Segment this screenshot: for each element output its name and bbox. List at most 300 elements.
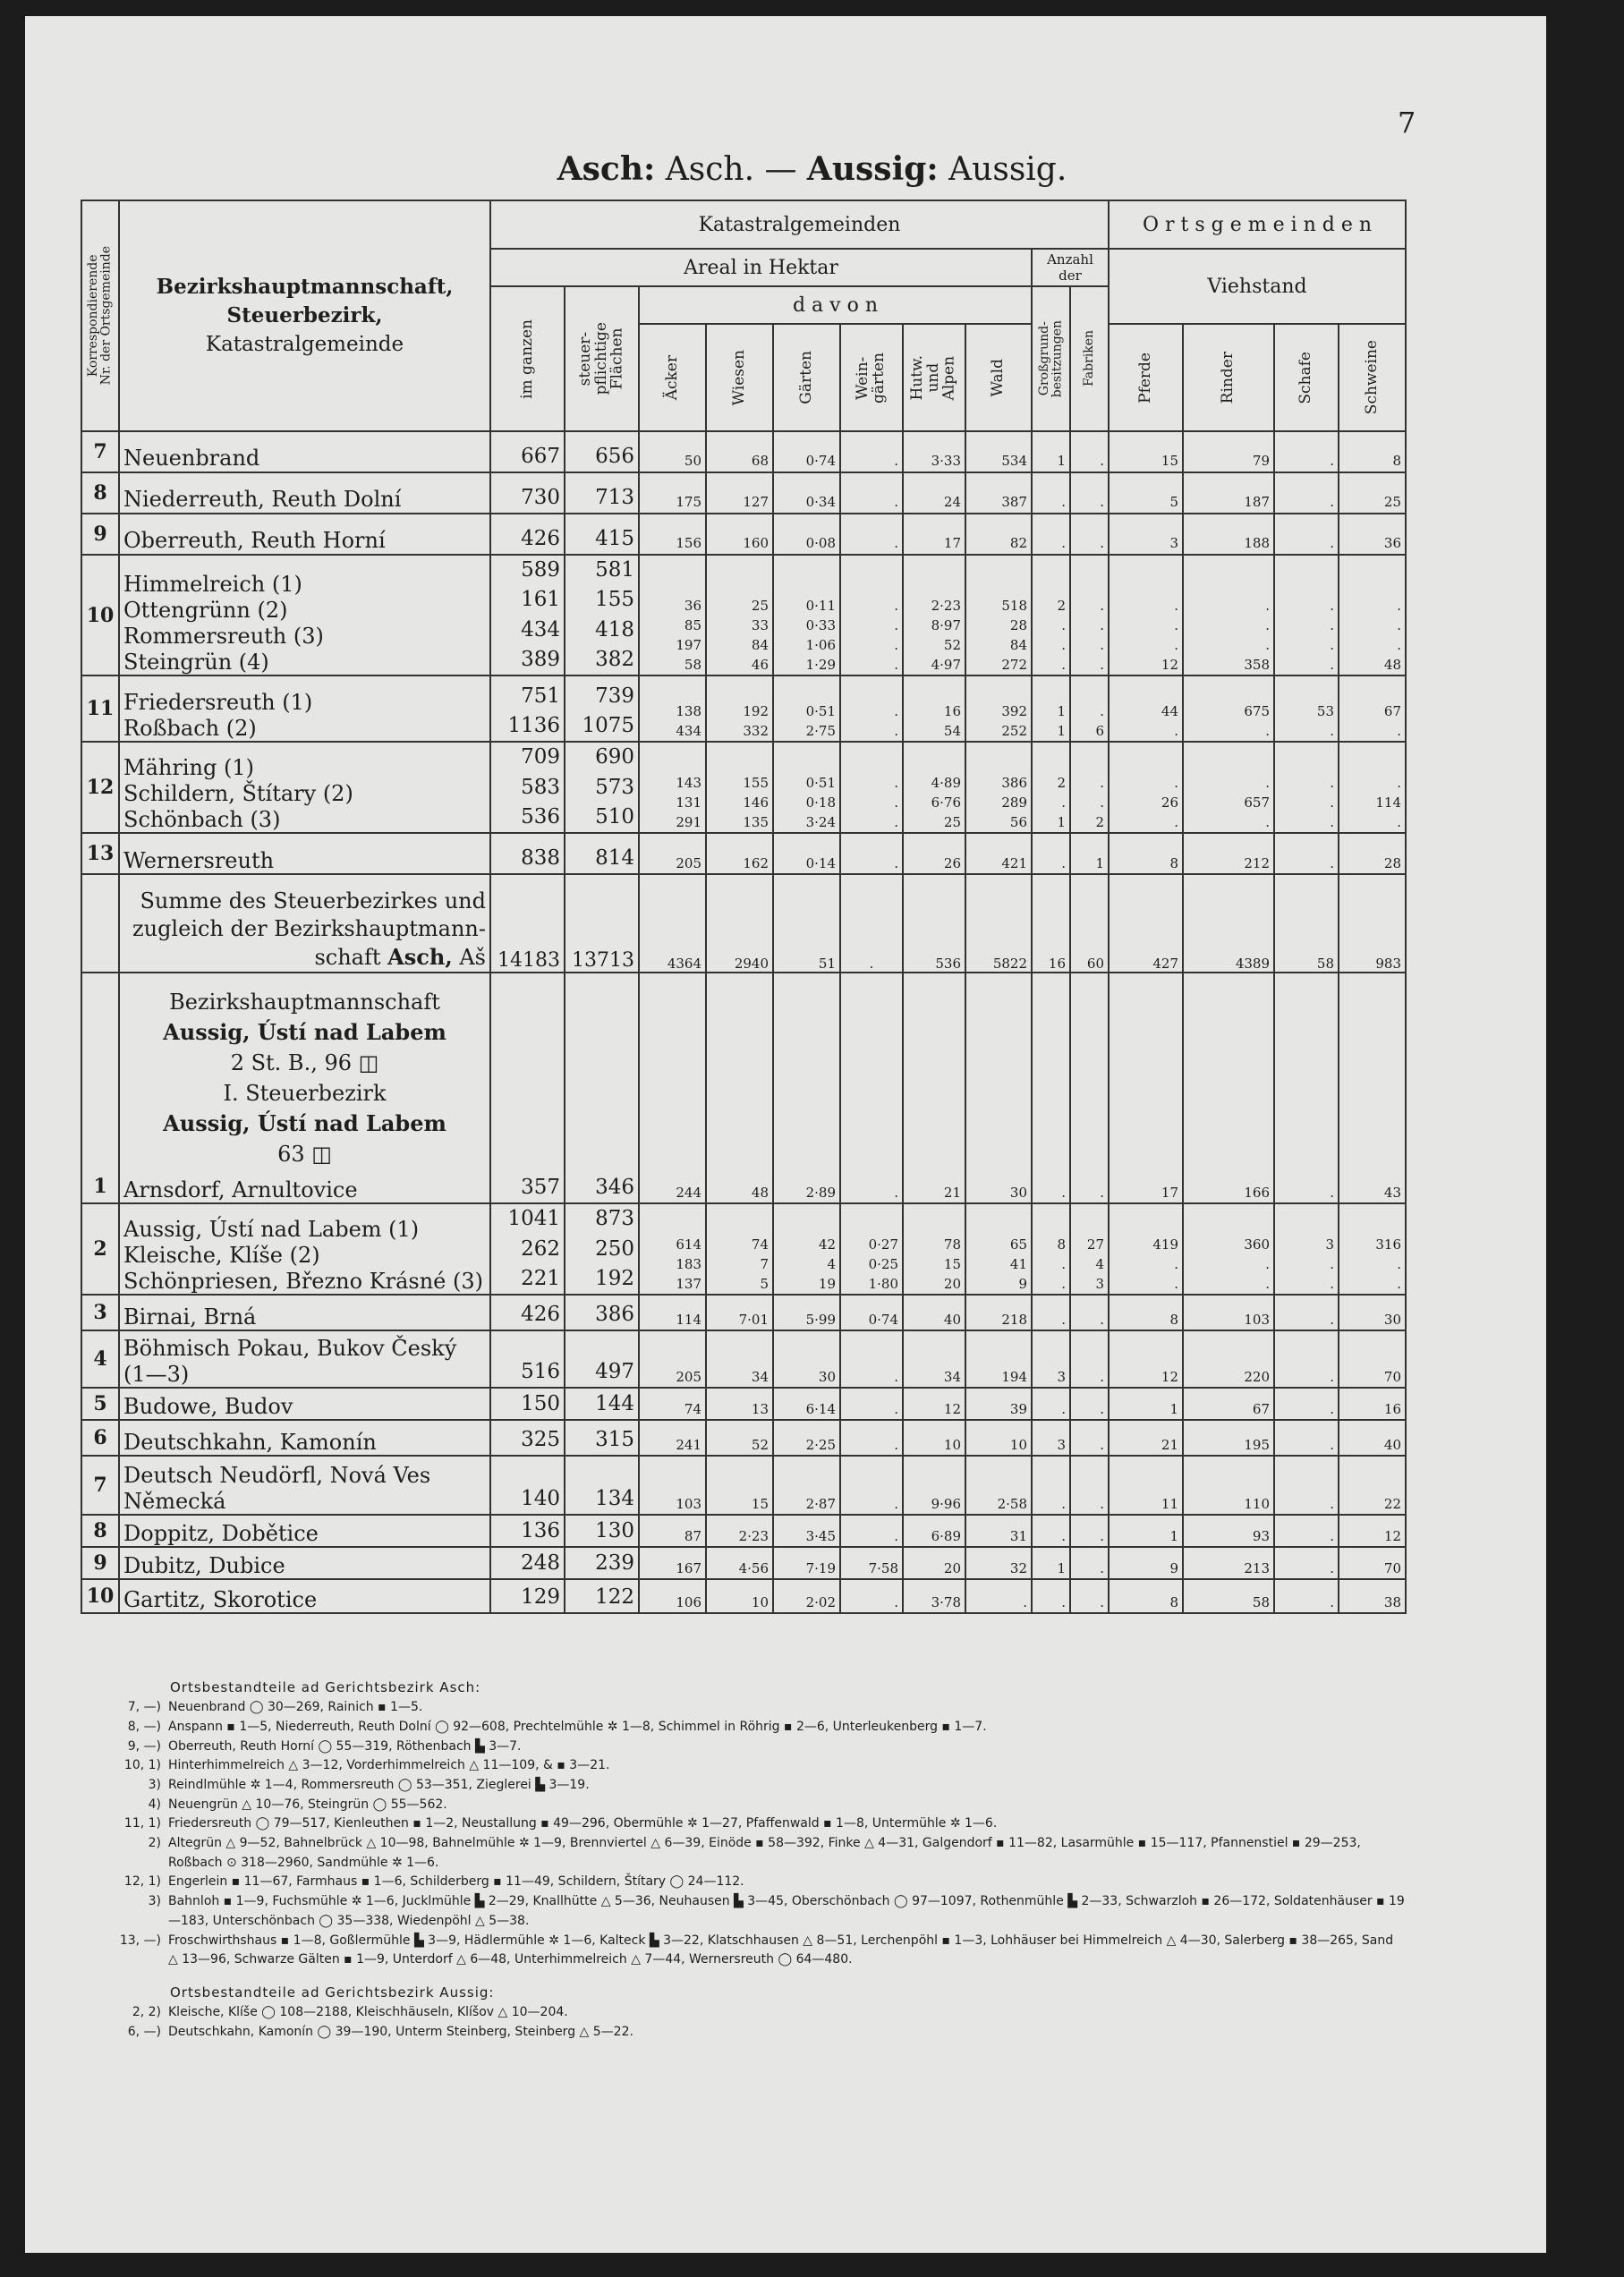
- cell-schafe: .: [1274, 1579, 1339, 1613]
- cell-rinder: 360 . .: [1183, 1203, 1274, 1295]
- cell-acker: 74: [639, 1388, 706, 1420]
- footnote-key: 2, 2): [132, 2005, 161, 2020]
- cell-ganz: 357: [490, 1169, 565, 1203]
- cell-wald: 194: [965, 1330, 1032, 1388]
- cell-pferde: 17: [1109, 1169, 1183, 1203]
- cell-fabr: .: [1070, 472, 1109, 514]
- cell-gross: 2 . . .: [1032, 555, 1070, 675]
- col-header-rinder: Rinder: [1183, 324, 1274, 431]
- cell-gross: .: [1032, 472, 1070, 514]
- table-row: [81, 1420, 1406, 1456]
- cell-gaerten: 2·25: [773, 1420, 840, 1456]
- cell-rinder: 58: [1183, 1579, 1274, 1613]
- cell-gross: .: [1032, 1169, 1070, 1203]
- cell-ganz: 248: [490, 1547, 565, 1579]
- cell-wiesen: 155 146 135: [706, 742, 773, 833]
- footnote-text: Friedersreuth ◯ 79—517, Kienleuthen ▪ 1—2, Neustallung ▪ 49—296, Obermühle ✲ 1—27, Pfaffenwald ▪ 1—8, Untermühle ✲ 1—6.: [168, 1816, 998, 1831]
- cell-ganz: 1041 262 221: [490, 1203, 565, 1295]
- footnote-item: [98, 1873, 1405, 1892]
- cell-hutw: 40: [903, 1295, 965, 1330]
- row-name: Mähring (1) Schildern, Štítary (2) Schönbach (3): [119, 742, 490, 833]
- row-name: Doppitz, Dobětice: [119, 1515, 490, 1547]
- cell-wiesen: 34: [706, 1330, 773, 1388]
- cell-wein: .: [840, 472, 903, 514]
- cell-hutw: 24: [903, 472, 965, 514]
- cell-pferde: 1: [1109, 1515, 1183, 1547]
- cell-wein: .: [840, 431, 903, 472]
- footnote-key: 3): [148, 1778, 161, 1792]
- cell-wein: .: [840, 1388, 903, 1420]
- cell-fabr: 27 4 3: [1070, 1203, 1109, 1295]
- cell-schafe: .: [1274, 833, 1339, 874]
- cell-acker: 205: [639, 1330, 706, 1388]
- cell-gaerten: 5·99: [773, 1295, 840, 1330]
- table-row: [81, 833, 1406, 874]
- cell-steuer: 690 573 510: [565, 742, 639, 833]
- col-header-fabriken: Fabriken: [1070, 286, 1109, 431]
- footnote-item: [98, 1932, 1405, 1970]
- cell-steuer: 386: [565, 1295, 639, 1330]
- cell-wald: 392 252: [965, 675, 1032, 742]
- cell-gross: .: [1032, 1515, 1070, 1547]
- table-row: [81, 1169, 1406, 1203]
- cell-rinder: 67: [1183, 1388, 1274, 1420]
- row-number: 10: [81, 555, 119, 675]
- cell-fabr: .: [1070, 1456, 1109, 1515]
- table-row: [81, 742, 1406, 833]
- summe-steuer: 13713: [565, 874, 639, 973]
- cell-acker: 614 183 137: [639, 1203, 706, 1295]
- cell-rinder: 79: [1183, 431, 1274, 472]
- cell-schweine: 43: [1339, 1169, 1406, 1203]
- footnote-text: Oberreuth, Reuth Horní ◯ 55—319, Röthenbach ▙ 3—7.: [168, 1738, 522, 1754]
- cell-fabr: .: [1070, 431, 1109, 472]
- cell-wiesen: 162: [706, 833, 773, 874]
- table-header: [81, 200, 1406, 431]
- cell-steuer: 346: [565, 1169, 639, 1203]
- cell-acker: 205: [639, 833, 706, 874]
- row-name: Budowe, Budov: [119, 1388, 490, 1420]
- cell-pferde: 3: [1109, 514, 1183, 555]
- cell-wiesen: 192 332: [706, 675, 773, 742]
- cell-pferde: 9: [1109, 1547, 1183, 1579]
- cell-wiesen: 127: [706, 472, 773, 514]
- cell-gaerten: 2·02: [773, 1579, 840, 1613]
- row-number: 6: [81, 1420, 119, 1456]
- cell-wald: 518 28 84 272: [965, 555, 1032, 675]
- col-header-kataster: Katastralgemeinden: [490, 200, 1109, 249]
- cell-ganz: 150: [490, 1388, 565, 1420]
- cell-hutw: 26: [903, 833, 965, 874]
- table-row: [81, 1203, 1406, 1295]
- cell-schafe: .: [1274, 1169, 1339, 1203]
- cell-steuer: 814: [565, 833, 639, 874]
- cell-acker: 114: [639, 1295, 706, 1330]
- cell-hutw: 4·89 6·76 25: [903, 742, 965, 833]
- cell-pferde: 12: [1109, 1330, 1183, 1388]
- cell-pferde: . 26 .: [1109, 742, 1183, 833]
- cell-schafe: .: [1274, 1456, 1339, 1515]
- cell-steuer: 315: [565, 1420, 639, 1456]
- col-header-schweine: Schweine: [1339, 324, 1406, 431]
- cell-wiesen: 15: [706, 1456, 773, 1515]
- footnotes-aussig-list: [98, 2003, 1405, 2042]
- col-header-steuer: steuer- pflichtige Flächen: [565, 286, 639, 431]
- cell-gaerten: 0·11 0·33 1·06 1·29: [773, 555, 840, 675]
- footnote-item: [98, 1698, 1405, 1718]
- row-name: Wernersreuth: [119, 833, 490, 874]
- cell-fabr: .: [1070, 1420, 1109, 1456]
- col-header-davon: d a v o n: [639, 286, 1032, 324]
- col-header-viehstand: Viehstand: [1109, 249, 1406, 324]
- title-dash: —: [764, 151, 797, 188]
- table-row: [81, 1295, 1406, 1330]
- cell-fabr: .: [1070, 1169, 1109, 1203]
- cell-wein: . . .: [840, 742, 903, 833]
- cell-ganz: 140: [490, 1456, 565, 1515]
- footnote-item: [98, 2003, 1405, 2023]
- cell-steuer: 122: [565, 1579, 639, 1613]
- cell-rinder: . 657 .: [1183, 742, 1274, 833]
- cell-gaerten: 0·08: [773, 514, 840, 555]
- cell-wiesen: 74 7 5: [706, 1203, 773, 1295]
- col-header-hutweiden: Hutw. und Alpen: [903, 324, 965, 431]
- footnote-key: 8, —): [127, 1719, 161, 1734]
- cell-schafe: .: [1274, 514, 1339, 555]
- cell-ganz: 129: [490, 1579, 565, 1613]
- row-name: Dubitz, Dubice: [119, 1547, 490, 1579]
- summe-pferde: 427: [1109, 874, 1183, 973]
- cell-pferde: 21: [1109, 1420, 1183, 1456]
- cell-wein: .: [840, 1515, 903, 1547]
- row-number: 4: [81, 1330, 119, 1388]
- footnote-text: Kleische, Klíše ◯ 108—2188, Kleischhäuseln, Klíšov △ 10—204.: [168, 2005, 568, 2020]
- cell-wald: 218: [965, 1295, 1032, 1330]
- cell-hutw: 17: [903, 514, 965, 555]
- cell-rinder: 195: [1183, 1420, 1274, 1456]
- cell-steuer: 239: [565, 1547, 639, 1579]
- cell-gross: 3: [1032, 1330, 1070, 1388]
- cell-hutw: 12: [903, 1388, 965, 1420]
- cell-wald: 10: [965, 1420, 1032, 1456]
- cell-fabr: .: [1070, 1330, 1109, 1388]
- cell-wald: 32: [965, 1547, 1032, 1579]
- cell-acker: 103: [639, 1456, 706, 1515]
- cell-schweine: 30: [1339, 1295, 1406, 1330]
- cell-gross: .: [1032, 1456, 1070, 1515]
- cell-wiesen: 160: [706, 514, 773, 555]
- row-number: 2: [81, 1203, 119, 1295]
- footnote-text: Neuengrün △ 10—76, Steingrün ◯ 55—562.: [168, 1797, 447, 1812]
- cell-fabr: .: [1070, 1547, 1109, 1579]
- cell-fabr: 1: [1070, 833, 1109, 874]
- cell-schafe: . . .: [1274, 742, 1339, 833]
- row-name: Deutsch Neudörfl, Nová Ves Německá: [119, 1456, 490, 1515]
- cell-steuer: 144: [565, 1388, 639, 1420]
- row-number: 10: [81, 1579, 119, 1613]
- cell-gross: 2 . 1: [1032, 742, 1070, 833]
- cell-schafe: 53 .: [1274, 675, 1339, 742]
- footnote-item: [98, 1796, 1405, 1815]
- summe-hutw: 536: [903, 874, 965, 973]
- cell-schweine: 16: [1339, 1388, 1406, 1420]
- cell-gross: 1 1: [1032, 675, 1070, 742]
- cell-schafe: .: [1274, 1515, 1339, 1547]
- summe-rinder: 4389: [1183, 874, 1274, 973]
- cell-schweine: 40: [1339, 1420, 1406, 1456]
- footnote-item: [98, 1756, 1405, 1776]
- cell-wald: 534: [965, 431, 1032, 472]
- table-row: [81, 472, 1406, 514]
- cell-wald: 421: [965, 833, 1032, 874]
- cell-gaerten: 30: [773, 1330, 840, 1388]
- cell-wiesen: 25 33 84 46: [706, 555, 773, 675]
- row-name: Aussig, Ústí nad Labem (1) Kleische, Klíše (2) Schönpriesen, Březno Krásné (3): [119, 1203, 490, 1295]
- row-name: Gartitz, Skorotice: [119, 1579, 490, 1613]
- cell-ganz: 751 1136: [490, 675, 565, 742]
- cell-rinder: 187: [1183, 472, 1274, 514]
- footnote-text: Hinterhimmelreich △ 3—12, Vorderhimmelreich △ 11—109, & ▪ 3—21.: [168, 1758, 610, 1773]
- cell-schafe: .: [1274, 472, 1339, 514]
- col-header-gaerten: Gärten: [773, 324, 840, 431]
- cell-gaerten: 0·51 0·18 3·24: [773, 742, 840, 833]
- col-header-anzahl: Anzahl der: [1032, 249, 1109, 286]
- title-aussig-bold: Aussig:: [806, 150, 939, 188]
- cell-hutw: 20: [903, 1547, 965, 1579]
- cell-hutw: 3·33: [903, 431, 965, 472]
- footnote-key: 2): [148, 1836, 161, 1851]
- cell-gross: .: [1032, 1295, 1070, 1330]
- cell-schafe: 3 . .: [1274, 1203, 1339, 1295]
- summe-gross: 16: [1032, 874, 1070, 973]
- cell-fabr: .: [1070, 1579, 1109, 1613]
- table-body-asch: [81, 431, 1406, 874]
- cell-fabr: .: [1070, 1295, 1109, 1330]
- cell-hutw: 3·78: [903, 1579, 965, 1613]
- cell-fabr: .: [1070, 514, 1109, 555]
- cell-ganz: 136: [490, 1515, 565, 1547]
- cell-wein: .: [840, 833, 903, 874]
- cell-acker: 138 434: [639, 675, 706, 742]
- cell-pferde: 8: [1109, 833, 1183, 874]
- cell-rinder: 93: [1183, 1515, 1274, 1547]
- cell-wald: 386 289 56: [965, 742, 1032, 833]
- cell-wein: .: [840, 1169, 903, 1203]
- cell-schweine: 8: [1339, 431, 1406, 472]
- row-name: Neuenbrand: [119, 431, 490, 472]
- row-number: 3: [81, 1295, 119, 1330]
- row-number: 8: [81, 472, 119, 514]
- cell-wein: .: [840, 1420, 903, 1456]
- cell-gaerten: 2·89: [773, 1169, 840, 1203]
- cell-fabr: .: [1070, 1388, 1109, 1420]
- col-header-acker: Äcker: [639, 324, 706, 431]
- cell-schweine: 28: [1339, 833, 1406, 874]
- page-title: [0, 150, 1624, 188]
- table-row: [81, 431, 1406, 472]
- cell-pferde: 419 . .: [1109, 1203, 1183, 1295]
- summe-schafe: 58: [1274, 874, 1339, 973]
- cell-rinder: 675 .: [1183, 675, 1274, 742]
- cell-rinder: 220: [1183, 1330, 1274, 1388]
- cell-gaerten: 6·14: [773, 1388, 840, 1420]
- cell-acker: 244: [639, 1169, 706, 1203]
- cell-hutw: 6·89: [903, 1515, 965, 1547]
- cell-pferde: 8: [1109, 1295, 1183, 1330]
- footnote-item: [98, 1814, 1405, 1834]
- cell-schafe: .: [1274, 1420, 1339, 1456]
- cell-ganz: 589 161 434 389: [490, 555, 565, 675]
- table-row: [81, 514, 1406, 555]
- cell-pferde: 15: [1109, 431, 1183, 472]
- footnote-text: Bahnloh ▪ 1—9, Fuchsmühle ✲ 1—6, Jucklmühle ▙ 2—29, Knallhütte △ 5—36, Neuhausen ▙ 3—45, Oberschönbach ◯ 97—1097, Rothenmühle ▙ 2—33, Schwarzloh ▪ 26—172, Soldatenhäuser ▪ 19—183, Unterschönbach ◯ 35—338, Wiedenpöhl △ 5—38.: [168, 1894, 1405, 1928]
- cell-acker: 36 85 197 58: [639, 555, 706, 675]
- statistics-table: [81, 200, 1407, 1614]
- summe-ganz: 14183: [490, 874, 565, 973]
- summe-wiesen: 2940: [706, 874, 773, 973]
- cell-ganz: 426: [490, 514, 565, 555]
- cell-pferde: 1: [1109, 1388, 1183, 1420]
- cell-schweine: 67 .: [1339, 675, 1406, 742]
- cell-acker: 87: [639, 1515, 706, 1547]
- cell-gross: .: [1032, 833, 1070, 874]
- footnote-text: Anspann ▪ 1—5, Niederreuth, Reuth Dolní ◯ 92—608, Prechtelmühle ✲ 1—8, Schimmel in Röhrig ▪ 2—6, Unterleukenberg ▪ 1—7.: [168, 1719, 987, 1734]
- cell-fabr: . . 2: [1070, 742, 1109, 833]
- cell-steuer: 415: [565, 514, 639, 555]
- cell-schafe: . . . .: [1274, 555, 1339, 675]
- cell-pferde: 11: [1109, 1456, 1183, 1515]
- table-row: [81, 1547, 1406, 1579]
- footnote-key: 6, —): [127, 2024, 161, 2039]
- footnote-text: Froschwirthshaus ▪ 1—8, Goßlermühle ▙ 3—9, Hädlermühle ✲ 1—6, Kalteck ▙ 3—22, Klatschhausen △ 8—51, Lerchenpöhl ▪ 1—3, Lohhäuser bei Himmelreich △ 4—30, Salerberg ▪ 38—265, Sand △ 13—96, Schwarze Gälten ▪ 1—9, Unterdorf △ 6—48, Unterhimmelreich △ 7—44, Wernersreuth ◯ 64—480.: [168, 1933, 1394, 1967]
- footnote-item: [98, 1892, 1405, 1931]
- cell-fabr: . . . .: [1070, 555, 1109, 675]
- cell-rinder: 110: [1183, 1456, 1274, 1515]
- row-number: 5: [81, 1388, 119, 1420]
- cell-wein: 7·58: [840, 1547, 903, 1579]
- footnote-item: [98, 1718, 1405, 1737]
- summe-label: Summe des Steuerbezirkes und zugleich der Bezirkshauptmann- schaft Asch, Aš: [119, 874, 490, 973]
- table-row: [81, 675, 1406, 742]
- summe-wald: 5822: [965, 874, 1032, 973]
- cell-rinder: 188: [1183, 514, 1274, 555]
- footnote-key: 11, 1): [123, 1816, 161, 1831]
- footnote-item: [98, 1776, 1405, 1796]
- cell-steuer: 713: [565, 472, 639, 514]
- cell-rinder: . . . 358: [1183, 555, 1274, 675]
- table-summe: [81, 874, 1406, 1169]
- cell-wald: 82: [965, 514, 1032, 555]
- summe-acker: 4364: [639, 874, 706, 973]
- cell-gaerten: 0·34: [773, 472, 840, 514]
- summe-fabr: 60: [1070, 874, 1109, 973]
- cell-acker: 143 131 291: [639, 742, 706, 833]
- cell-steuer: 497: [565, 1330, 639, 1388]
- row-name: Deutschkahn, Kamonín: [119, 1420, 490, 1456]
- row-number: 1: [81, 1169, 119, 1203]
- cell-gross: 8 . .: [1032, 1203, 1070, 1295]
- cell-steuer: 656: [565, 431, 639, 472]
- cell-ganz: 426: [490, 1295, 565, 1330]
- cell-gross: .: [1032, 514, 1070, 555]
- cell-gaerten: 2·87: [773, 1456, 840, 1515]
- cell-fabr: . 6: [1070, 675, 1109, 742]
- cell-hutw: 2·23 8·97 52 4·97: [903, 555, 965, 675]
- col-header-wiesen: Wiesen: [706, 324, 773, 431]
- cell-gross: .: [1032, 1388, 1070, 1420]
- cell-schafe: .: [1274, 431, 1339, 472]
- cell-wiesen: 68: [706, 431, 773, 472]
- row-name: Böhmisch Pokau, Bukov Český (1—3): [119, 1330, 490, 1388]
- cell-rinder: 103: [1183, 1295, 1274, 1330]
- footnotes-asch-list: [98, 1698, 1405, 1970]
- row-name: Himmelreich (1) Ottengrünn (2) Rommersreuth (3) Steingrün (4): [119, 555, 490, 675]
- cell-wein: 0·74: [840, 1295, 903, 1330]
- footnote-key: 13, —): [119, 1933, 161, 1948]
- row-number: 11: [81, 675, 119, 742]
- cell-schweine: . . . 48: [1339, 555, 1406, 675]
- cell-steuer: 130: [565, 1515, 639, 1547]
- cell-gross: 1: [1032, 1547, 1070, 1579]
- cell-schweine: 38: [1339, 1579, 1406, 1613]
- cell-wiesen: 2·23: [706, 1515, 773, 1547]
- cell-schweine: 12: [1339, 1515, 1406, 1547]
- cell-steuer: 581 155 418 382: [565, 555, 639, 675]
- cell-wiesen: 52: [706, 1420, 773, 1456]
- row-number: 9: [81, 514, 119, 555]
- table-row: [81, 1388, 1406, 1420]
- row-number: 9: [81, 1547, 119, 1579]
- footnote-key: 7, —): [127, 1700, 161, 1715]
- cell-gaerten: 42 4 19: [773, 1203, 840, 1295]
- footnote-key: 4): [148, 1797, 161, 1812]
- footnote-key: 12, 1): [123, 1874, 161, 1890]
- cell-schweine: 316 . .: [1339, 1203, 1406, 1295]
- col-header-bezirk: Bezirkshauptmannschaft, Steuerbezirk, Katastralgemeinde: [119, 200, 490, 431]
- row-number: 7: [81, 431, 119, 472]
- footnote-item: [98, 2023, 1405, 2043]
- cell-acker: 241: [639, 1420, 706, 1456]
- footnote-text: Altegrün △ 9—52, Bahnelbrück △ 10—98, Bahnelmühle ✲ 1—9, Brennviertel △ 6—39, Einöde ▪ 58—392, Finke △ 4—31, Galgendorf ▪ 11—82, Lasarmühle ▪ 15—117, Pfannenstiel ▪ 29—253, Roßbach ⊙ 318—2960, Sandmühle ✲ 1—6.: [168, 1836, 1361, 1870]
- cell-wein: . . . .: [840, 555, 903, 675]
- cell-pferde: . . . 12: [1109, 555, 1183, 675]
- cell-fabr: .: [1070, 1515, 1109, 1547]
- footnote-item: [98, 1737, 1405, 1757]
- table-row: [81, 1515, 1406, 1547]
- cell-ganz: 667: [490, 431, 565, 472]
- col-header-schafe: Schafe: [1274, 324, 1339, 431]
- cell-wiesen: 48: [706, 1169, 773, 1203]
- cell-acker: 156: [639, 514, 706, 555]
- cell-wald: 31: [965, 1515, 1032, 1547]
- cell-pferde: 5: [1109, 472, 1183, 514]
- cell-rinder: 166: [1183, 1169, 1274, 1203]
- footnote-key: 9, —): [127, 1738, 161, 1754]
- footnote-text: Engerlein ▪ 11—67, Farmhaus ▪ 1—6, Schilderberg ▪ 11—49, Schildern, Štítary ◯ 24—112.: [168, 1874, 744, 1890]
- cell-wald: .: [965, 1579, 1032, 1613]
- summe-gaerten: 51: [773, 874, 840, 973]
- cell-gaerten: 0·51 2·75: [773, 675, 840, 742]
- cell-wein: .: [840, 514, 903, 555]
- footnote-key: 3): [148, 1894, 161, 1909]
- table-row: [81, 1330, 1406, 1388]
- cell-gross: 1: [1032, 431, 1070, 472]
- cell-ganz: 730: [490, 472, 565, 514]
- row-name: Friedersreuth (1) Roßbach (2): [119, 675, 490, 742]
- cell-gaerten: 7·19: [773, 1547, 840, 1579]
- cell-wiesen: 13: [706, 1388, 773, 1420]
- cell-rinder: 212: [1183, 833, 1274, 874]
